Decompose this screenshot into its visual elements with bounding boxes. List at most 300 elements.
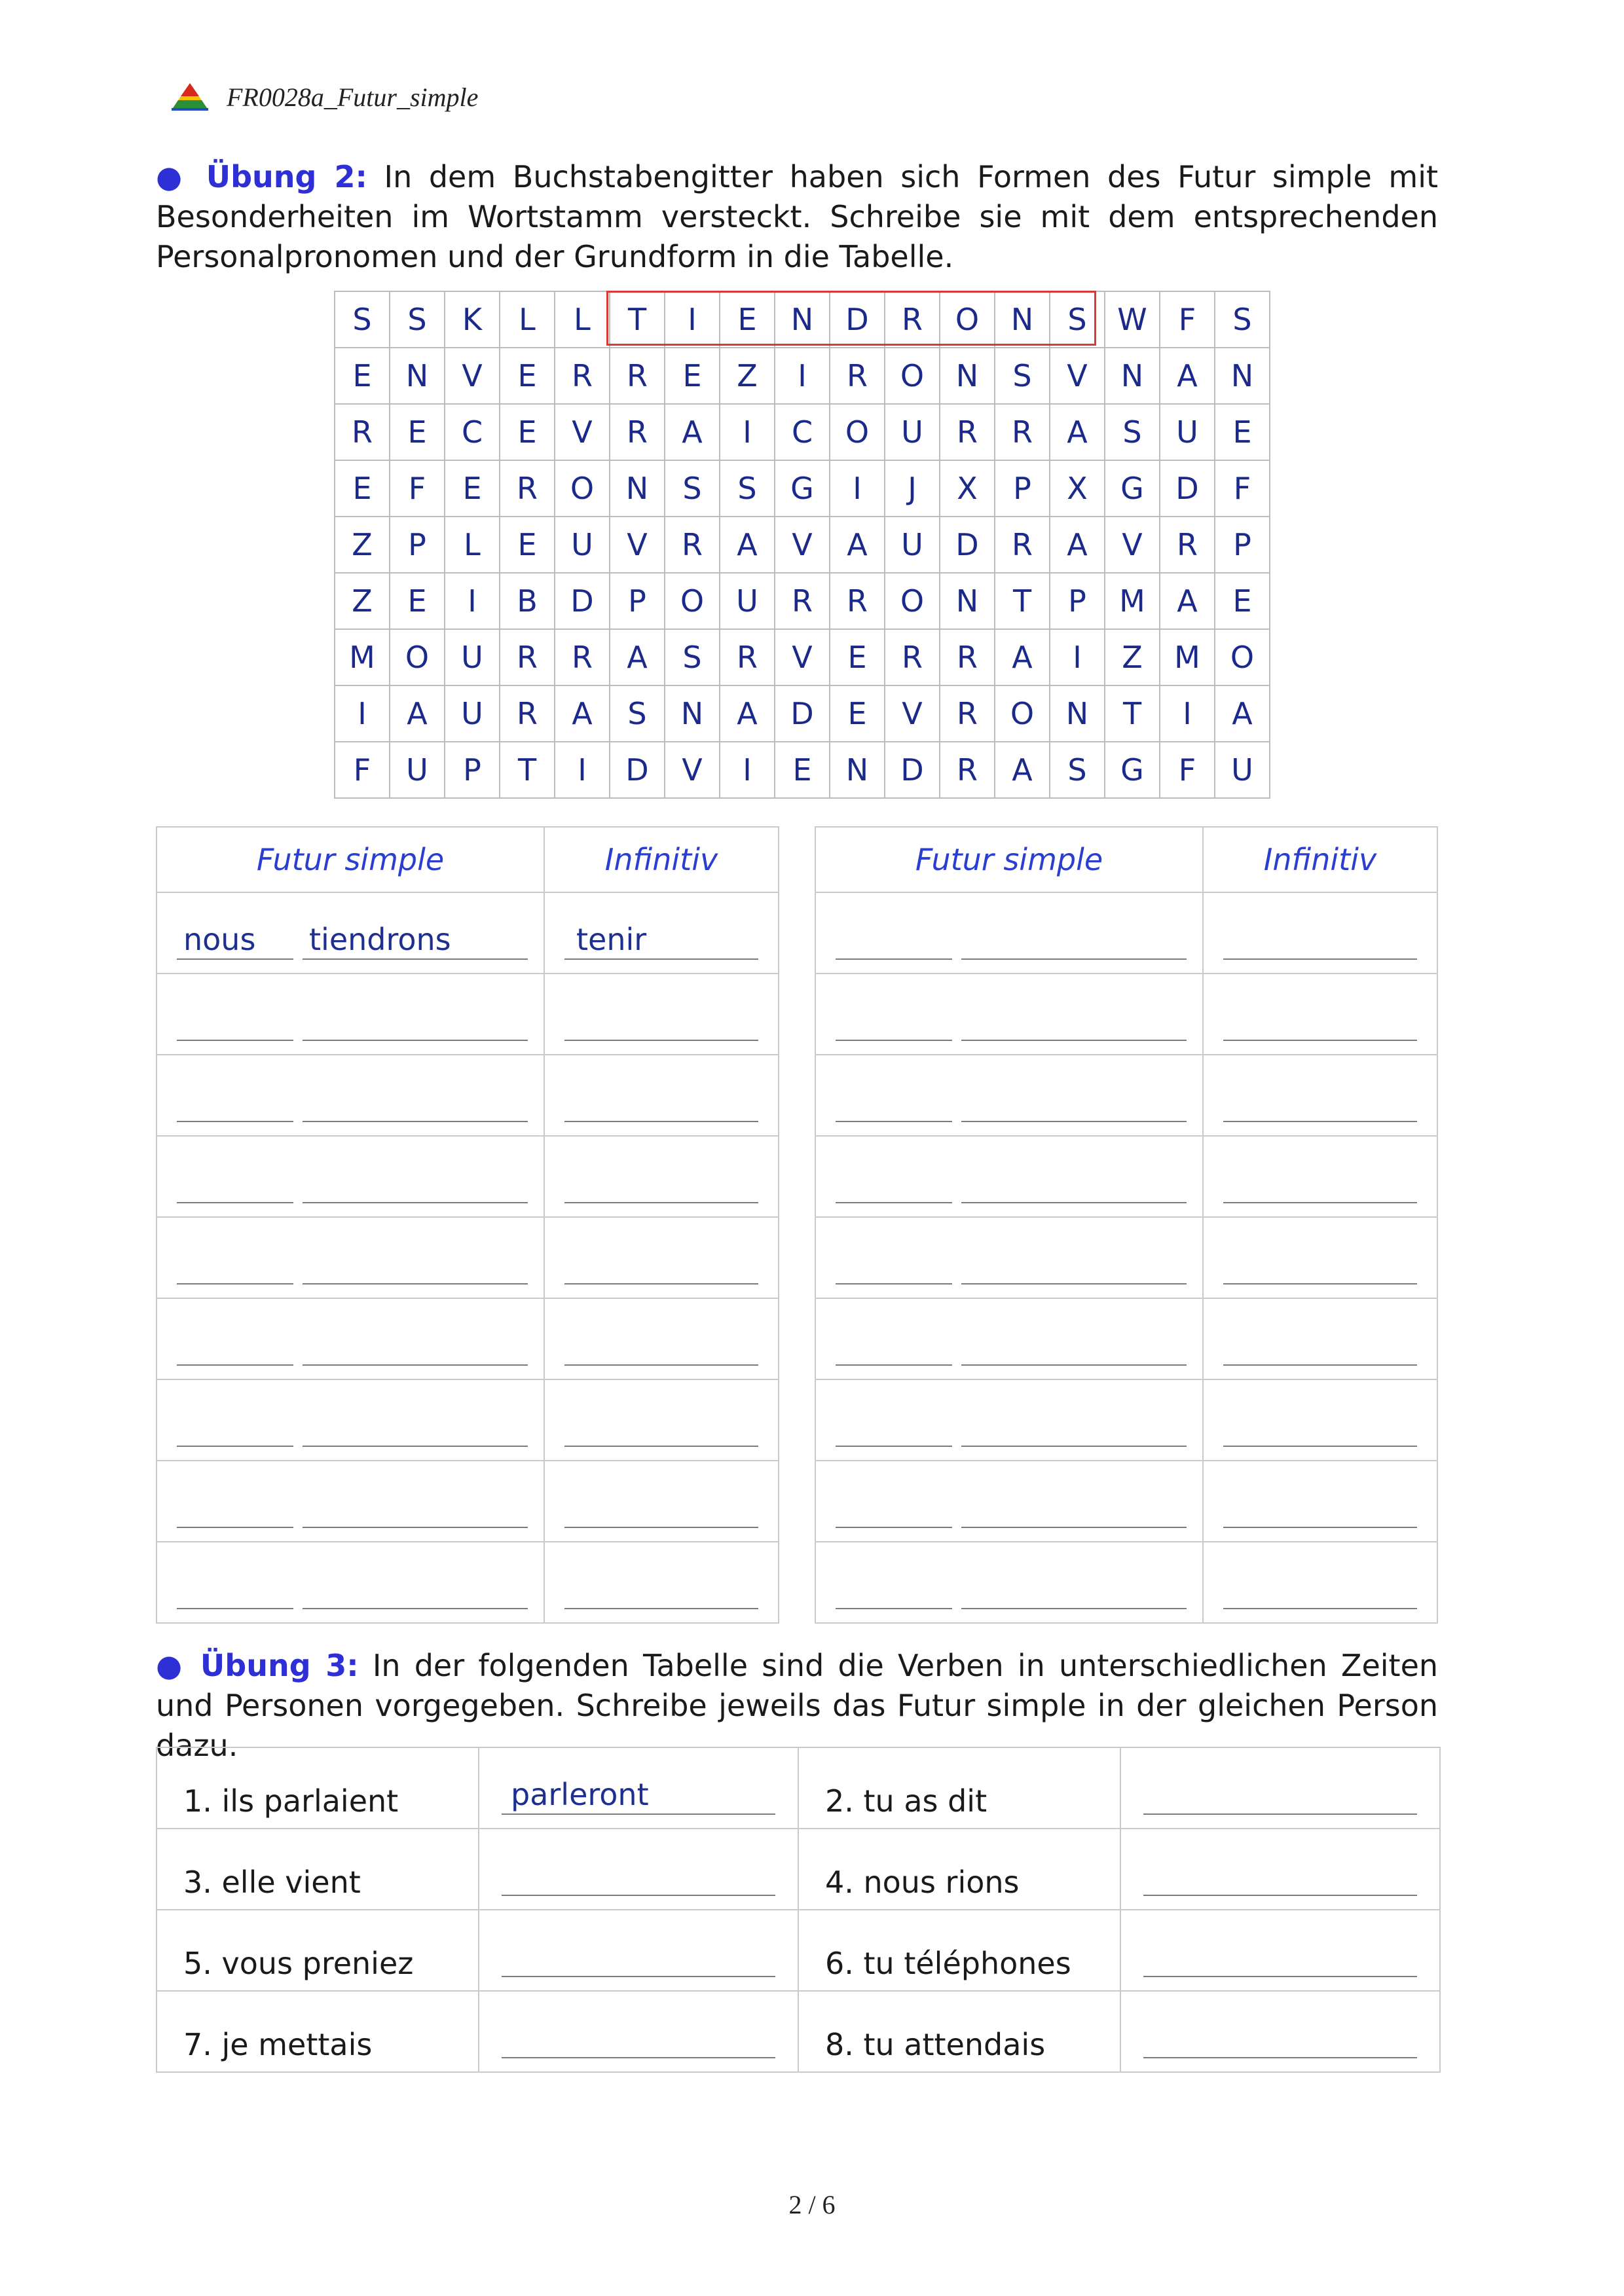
- verb-line[interactable]: [303, 1328, 528, 1366]
- grid-letter: P: [995, 460, 1050, 517]
- infinitive-line[interactable]: [1223, 1490, 1417, 1528]
- table-row: [157, 1991, 1440, 2072]
- handwritten-pronoun: nous: [183, 922, 256, 957]
- infinitiv-cell[interactable]: [1203, 1217, 1437, 1298]
- verb-line[interactable]: [961, 1571, 1187, 1609]
- verb-line[interactable]: [303, 1409, 528, 1447]
- table-row: [815, 974, 1437, 1055]
- infinitiv-cell[interactable]: [544, 1217, 779, 1298]
- grid-letter: A: [1160, 573, 1215, 629]
- grid-letter: D: [885, 742, 940, 798]
- grid-letter: L: [500, 291, 555, 348]
- prompt-cell: [157, 1991, 479, 2072]
- answer-cell[interactable]: [1120, 1910, 1440, 1991]
- grid-letter: S: [665, 629, 720, 685]
- grid-letter: A: [610, 629, 665, 685]
- grid-letter: E: [335, 348, 390, 404]
- grid-letter: B: [500, 573, 555, 629]
- infinitive-line[interactable]: [564, 1247, 758, 1285]
- infinitive-line[interactable]: [1223, 922, 1417, 960]
- grid-letter: Z: [335, 517, 390, 573]
- infinitiv-cell[interactable]: [544, 1461, 779, 1542]
- grid-letter: E: [830, 629, 885, 685]
- verb-line[interactable]: [303, 1247, 528, 1285]
- futur-simple-cell[interactable]: [157, 1542, 544, 1623]
- grid-row: [335, 404, 1270, 460]
- infinitiv-cell[interactable]: [1203, 1542, 1437, 1623]
- bullet-icon: ●: [156, 1648, 187, 1683]
- pronoun-line[interactable]: [836, 1409, 952, 1447]
- grid-letter: U: [390, 742, 445, 798]
- prompt-cell: [798, 1829, 1120, 1910]
- table-row: [157, 1461, 779, 1542]
- grid-letter: I: [555, 742, 610, 798]
- grid-row: [335, 460, 1270, 517]
- grid-letter: R: [995, 404, 1050, 460]
- verb-prompt: 7. je mettais: [183, 2027, 373, 2062]
- verb-prompt: 3. elle vient: [183, 1865, 361, 1900]
- grid-letter: G: [775, 460, 830, 517]
- infinitiv-cell[interactable]: [544, 1136, 779, 1217]
- pronoun-line[interactable]: [177, 1084, 293, 1122]
- futur-simple-cell[interactable]: [157, 892, 544, 974]
- verb-line[interactable]: [303, 1490, 528, 1528]
- grid-letter: N: [995, 291, 1050, 348]
- futur-simple-cell[interactable]: [157, 974, 544, 1055]
- verb-prompt: 4. nous rions: [825, 1865, 1020, 1900]
- grid-letter: E: [665, 348, 720, 404]
- grid-letter: A: [995, 629, 1050, 685]
- grid-letter: N: [665, 685, 720, 742]
- grid-row: [335, 517, 1270, 573]
- grid-letter: S: [335, 291, 390, 348]
- grid-letter: A: [1050, 404, 1105, 460]
- grid-letter: R: [940, 404, 995, 460]
- grid-letter: A: [665, 404, 720, 460]
- pronoun-line[interactable]: [836, 1490, 952, 1528]
- grid-letter: V: [555, 404, 610, 460]
- grid-letter: A: [995, 742, 1050, 798]
- grid-letter: R: [610, 348, 665, 404]
- grid-letter: N: [830, 742, 885, 798]
- answer-line[interactable]: [502, 1858, 775, 1896]
- answer-line[interactable]: [1143, 1777, 1417, 1815]
- answer-table-right: [815, 826, 1438, 1624]
- pronoun-line[interactable]: [836, 1247, 952, 1285]
- infinitiv-cell[interactable]: [1203, 1461, 1437, 1542]
- infinitive-line[interactable]: [564, 922, 758, 960]
- document-header: [169, 77, 478, 117]
- grid-letter: L: [555, 291, 610, 348]
- prompt-cell: [157, 1910, 479, 1991]
- grid-letter: A: [720, 685, 775, 742]
- table-row: [815, 1217, 1437, 1298]
- pronoun-line[interactable]: [177, 1247, 293, 1285]
- table-row: [157, 1379, 779, 1461]
- verb-prompt: 8. tu attendais: [825, 2027, 1046, 2062]
- answer-cell[interactable]: [479, 1747, 798, 1829]
- table-row: [157, 1747, 1440, 1829]
- futur-simple-cell[interactable]: [157, 1217, 544, 1298]
- grid-letter: D: [940, 517, 995, 573]
- grid-letter: E: [1215, 573, 1270, 629]
- verb-line[interactable]: [961, 1247, 1187, 1285]
- infinitive-line[interactable]: [1223, 1084, 1417, 1122]
- answer-line[interactable]: [1143, 1858, 1417, 1896]
- infinitive-line[interactable]: [564, 1165, 758, 1203]
- answer-cell[interactable]: [1120, 1991, 1440, 2072]
- exercise-2-instructions: [156, 157, 1438, 277]
- infinitiv-cell[interactable]: [1203, 1055, 1437, 1136]
- prompt-cell: [157, 1829, 479, 1910]
- table-row: [815, 1379, 1437, 1461]
- pronoun-line[interactable]: [836, 1084, 952, 1122]
- futur-simple-cell[interactable]: [157, 1055, 544, 1136]
- grid-letter: V: [665, 742, 720, 798]
- infinitive-line[interactable]: [1223, 1328, 1417, 1366]
- infinitiv-cell[interactable]: [544, 974, 779, 1055]
- infinitiv-cell[interactable]: [1203, 1379, 1437, 1461]
- pronoun-line[interactable]: [177, 1003, 293, 1041]
- prompt-cell: [798, 1991, 1120, 2072]
- grid-letter: R: [500, 685, 555, 742]
- handwritten-infinitive: tenir: [576, 922, 647, 957]
- verb-prompt: 1. ils parlaient: [183, 1783, 399, 1819]
- grid-letter: R: [940, 685, 995, 742]
- grid-letter: W: [1105, 291, 1160, 348]
- futur-simple-cell[interactable]: [157, 1298, 544, 1379]
- grid-letter: O: [940, 291, 995, 348]
- futur-simple-cell[interactable]: [815, 1217, 1203, 1298]
- grid-letter: R: [830, 573, 885, 629]
- grid-letter: V: [885, 685, 940, 742]
- grid-letter: E: [500, 517, 555, 573]
- pronoun-line[interactable]: [836, 1571, 952, 1609]
- grid-letter: X: [940, 460, 995, 517]
- verb-line[interactable]: [961, 1490, 1187, 1528]
- handwritten-verb: tiendrons: [309, 922, 451, 957]
- grid-letter: O: [830, 404, 885, 460]
- infinitiv-cell[interactable]: [544, 1055, 779, 1136]
- grid-letter: T: [610, 291, 665, 348]
- grid-letter: N: [775, 291, 830, 348]
- grid-letter: E: [335, 460, 390, 517]
- grid-letter: A: [720, 517, 775, 573]
- futur-simple-cell[interactable]: [815, 1461, 1203, 1542]
- grid-letter: E: [445, 460, 500, 517]
- column-header-infinitiv: Infinitiv: [1203, 827, 1437, 892]
- grid-letter: S: [1215, 291, 1270, 348]
- grid-letter: E: [500, 404, 555, 460]
- grid-row: [335, 685, 1270, 742]
- table-row: [157, 1298, 779, 1379]
- pronoun-line[interactable]: [177, 1571, 293, 1609]
- infinitiv-cell[interactable]: [544, 1379, 779, 1461]
- infinitiv-cell[interactable]: [544, 892, 779, 974]
- grid-letter: D: [610, 742, 665, 798]
- grid-letter: R: [775, 573, 830, 629]
- grid-letter: I: [775, 348, 830, 404]
- grid-letter: A: [1050, 517, 1105, 573]
- grid-letter: Z: [335, 573, 390, 629]
- table-row: [157, 1829, 1440, 1910]
- grid-letter: R: [555, 348, 610, 404]
- grid-letter: A: [830, 517, 885, 573]
- grid-letter: P: [390, 517, 445, 573]
- answer-cell[interactable]: [479, 1991, 798, 2072]
- verb-line[interactable]: [961, 1409, 1187, 1447]
- document-id: FR0028a_Futur_simple: [227, 82, 479, 112]
- grid-letter: U: [885, 517, 940, 573]
- verb-line[interactable]: [303, 1003, 528, 1041]
- verb-line[interactable]: [961, 1328, 1187, 1366]
- grid-letter: I: [335, 685, 390, 742]
- infinitive-line[interactable]: [1223, 1247, 1417, 1285]
- infinitive-line[interactable]: [1223, 1409, 1417, 1447]
- infinitive-line[interactable]: [1223, 1165, 1417, 1203]
- grid-letter: R: [665, 517, 720, 573]
- table-row: [157, 1542, 779, 1623]
- answer-line[interactable]: [502, 2020, 775, 2058]
- grid-letter: I: [1160, 685, 1215, 742]
- table-row: [157, 1217, 779, 1298]
- column-header-infinitiv: Infinitiv: [544, 827, 779, 892]
- futur-simple-cell[interactable]: [157, 1379, 544, 1461]
- grid-letter: U: [720, 573, 775, 629]
- grid-letter: R: [610, 404, 665, 460]
- verb-line[interactable]: [303, 1084, 528, 1122]
- answer-line[interactable]: [1143, 1939, 1417, 1977]
- grid-letter: M: [1160, 629, 1215, 685]
- table-row: [157, 1136, 779, 1217]
- table-row: [815, 1298, 1437, 1379]
- pronoun-line[interactable]: [836, 1328, 952, 1366]
- grid-letter: V: [1105, 517, 1160, 573]
- prompt-cell: [157, 1747, 479, 1829]
- infinitive-line[interactable]: [1223, 1571, 1417, 1609]
- grid-letter: F: [1160, 291, 1215, 348]
- answer-line[interactable]: [1143, 2020, 1417, 2058]
- verb-prompt: 6. tu téléphones: [825, 1946, 1071, 1981]
- verb-line[interactable]: [303, 1165, 528, 1203]
- grid-letter: S: [720, 460, 775, 517]
- grid-letter: C: [445, 404, 500, 460]
- grid-letter: P: [610, 573, 665, 629]
- grid-letter: V: [775, 517, 830, 573]
- pronoun-line[interactable]: [836, 1003, 952, 1041]
- grid-letter: E: [830, 685, 885, 742]
- grid-row: [335, 348, 1270, 404]
- table-row: [157, 1055, 779, 1136]
- grid-letter: S: [390, 291, 445, 348]
- grid-letter: G: [1105, 460, 1160, 517]
- pronoun-line[interactable]: [177, 1490, 293, 1528]
- grid-letter: R: [500, 460, 555, 517]
- grid-letter: S: [1050, 291, 1105, 348]
- grid-letter: V: [610, 517, 665, 573]
- grid-letter: R: [335, 404, 390, 460]
- grid-letter: F: [1160, 742, 1215, 798]
- grid-letter: E: [390, 404, 445, 460]
- infinitive-line[interactable]: [564, 1328, 758, 1366]
- table-row: [815, 1542, 1437, 1623]
- grid-letter: D: [555, 573, 610, 629]
- grid-letter: O: [555, 460, 610, 517]
- grid-letter: T: [500, 742, 555, 798]
- grid-letter: I: [720, 742, 775, 798]
- exercise-2-label: Übung 2:: [206, 159, 367, 194]
- grid-row: [335, 573, 1270, 629]
- grid-letter: C: [775, 404, 830, 460]
- grid-letter: R: [1160, 517, 1215, 573]
- grid-letter: N: [390, 348, 445, 404]
- grid-letter: N: [940, 348, 995, 404]
- grid-letter: N: [940, 573, 995, 629]
- infinitiv-cell[interactable]: [1203, 892, 1437, 974]
- infinitive-line[interactable]: [564, 1490, 758, 1528]
- conjugation-table: [156, 1747, 1441, 2073]
- grid-letter: U: [1215, 742, 1270, 798]
- grid-letter: U: [445, 685, 500, 742]
- infinitive-line[interactable]: [564, 1084, 758, 1122]
- grid-letter: T: [1105, 685, 1160, 742]
- grid-row: [335, 291, 1270, 348]
- grid-letter: S: [995, 348, 1050, 404]
- verb-line[interactable]: [961, 922, 1187, 960]
- grid-letter: O: [885, 348, 940, 404]
- futur-simple-cell[interactable]: [815, 892, 1203, 974]
- grid-letter: J: [885, 460, 940, 517]
- futur-simple-cell[interactable]: [815, 1055, 1203, 1136]
- infinitiv-cell[interactable]: [1203, 1136, 1437, 1217]
- infinitiv-cell[interactable]: [1203, 1298, 1437, 1379]
- futur-simple-cell[interactable]: [815, 1298, 1203, 1379]
- answer-cell[interactable]: [1120, 1747, 1440, 1829]
- infinitive-line[interactable]: [1223, 1003, 1417, 1041]
- answer-cell[interactable]: [1120, 1829, 1440, 1910]
- grid-letter: R: [720, 629, 775, 685]
- pronoun-line[interactable]: [836, 1165, 952, 1203]
- verb-prompt: 5. vous preniez: [183, 1946, 414, 1981]
- grid-letter: I: [830, 460, 885, 517]
- grid-letter: S: [610, 685, 665, 742]
- grid-letter: E: [1215, 404, 1270, 460]
- exercise-3-label: Übung 3:: [200, 1648, 359, 1683]
- grid-letter: E: [720, 291, 775, 348]
- table-row: [157, 1910, 1440, 1991]
- grid-letter: N: [1105, 348, 1160, 404]
- grid-letter: N: [610, 460, 665, 517]
- word-search-grid: [334, 291, 1270, 799]
- infinitiv-cell[interactable]: [544, 1298, 779, 1379]
- grid-letter: I: [445, 573, 500, 629]
- grid-letter: D: [775, 685, 830, 742]
- grid-letter: A: [1160, 348, 1215, 404]
- grid-letter: F: [1215, 460, 1270, 517]
- infinitive-line[interactable]: [564, 1571, 758, 1609]
- answer-line[interactable]: [502, 1777, 775, 1815]
- infinitive-line[interactable]: [564, 1003, 758, 1041]
- grid-row: [335, 629, 1270, 685]
- grid-letter: O: [885, 573, 940, 629]
- grid-letter: Z: [1105, 629, 1160, 685]
- grid-letter: G: [1105, 742, 1160, 798]
- grid-letter: V: [1050, 348, 1105, 404]
- infinitiv-cell[interactable]: [544, 1542, 779, 1623]
- pronoun-line[interactable]: [177, 1409, 293, 1447]
- grid-letter: R: [830, 348, 885, 404]
- infinitive-line[interactable]: [564, 1409, 758, 1447]
- verb-line[interactable]: [961, 1165, 1187, 1203]
- grid-letter: T: [995, 573, 1050, 629]
- column-header-futur-simple: Futur simple: [157, 827, 544, 892]
- grid-letter: R: [885, 629, 940, 685]
- grid-letter: A: [1215, 685, 1270, 742]
- grid-letter: R: [940, 629, 995, 685]
- futur-simple-cell[interactable]: [157, 1461, 544, 1542]
- table-row: [815, 1136, 1437, 1217]
- grid-letter: X: [1050, 460, 1105, 517]
- grid-letter: D: [830, 291, 885, 348]
- verb-line[interactable]: [303, 922, 528, 960]
- table-row: [157, 974, 779, 1055]
- futur-simple-cell[interactable]: [815, 1136, 1203, 1217]
- verb-line[interactable]: [961, 1084, 1187, 1122]
- pronoun-line[interactable]: [177, 1328, 293, 1366]
- grid-letter: R: [885, 291, 940, 348]
- grid-letter: I: [665, 291, 720, 348]
- pronoun-line[interactable]: [177, 1165, 293, 1203]
- grid-letter: U: [445, 629, 500, 685]
- pronoun-line[interactable]: [836, 922, 952, 960]
- prompt-cell: [798, 1910, 1120, 1991]
- grid-letter: A: [390, 685, 445, 742]
- grid-letter: U: [555, 517, 610, 573]
- answer-line[interactable]: [502, 1939, 775, 1977]
- answer-table-left: [156, 826, 779, 1624]
- grid-letter: S: [1105, 404, 1160, 460]
- grid-letter: U: [885, 404, 940, 460]
- verb-prompt: 2. tu as dit: [825, 1783, 987, 1819]
- grid-letter: O: [390, 629, 445, 685]
- grid-letter: E: [775, 742, 830, 798]
- grid-letter: N: [1050, 685, 1105, 742]
- exercise-2-text: In dem Buchstabengitter haben sich Formen des Futur simple mit Besonderheiten im Wortstamm versteckt. Schreibe sie mit dem entsprechenden Personalpronomen und der Grundform in die Tabelle.: [156, 159, 1439, 274]
- answer-cell[interactable]: [479, 1829, 798, 1910]
- grid-letter: Z: [720, 348, 775, 404]
- futur-simple-cell[interactable]: [815, 974, 1203, 1055]
- pronoun-line[interactable]: [177, 922, 293, 960]
- grid-letter: D: [1160, 460, 1215, 517]
- answer-cell[interactable]: [479, 1910, 798, 1991]
- futur-simple-cell[interactable]: [157, 1136, 544, 1217]
- grid-letter: O: [665, 573, 720, 629]
- grid-letter: M: [335, 629, 390, 685]
- verb-line[interactable]: [961, 1003, 1187, 1041]
- grid-letter: P: [1215, 517, 1270, 573]
- grid-letter: A: [555, 685, 610, 742]
- verb-line[interactable]: [303, 1571, 528, 1609]
- futur-simple-cell[interactable]: [815, 1379, 1203, 1461]
- column-header-futur-simple: Futur simple: [815, 827, 1203, 892]
- futur-simple-cell[interactable]: [815, 1542, 1203, 1623]
- grid-letter: E: [500, 348, 555, 404]
- grid-letter: F: [390, 460, 445, 517]
- grid-letter: I: [720, 404, 775, 460]
- infinitiv-cell[interactable]: [1203, 974, 1437, 1055]
- grid-letter: F: [335, 742, 390, 798]
- grid-row: [335, 742, 1270, 798]
